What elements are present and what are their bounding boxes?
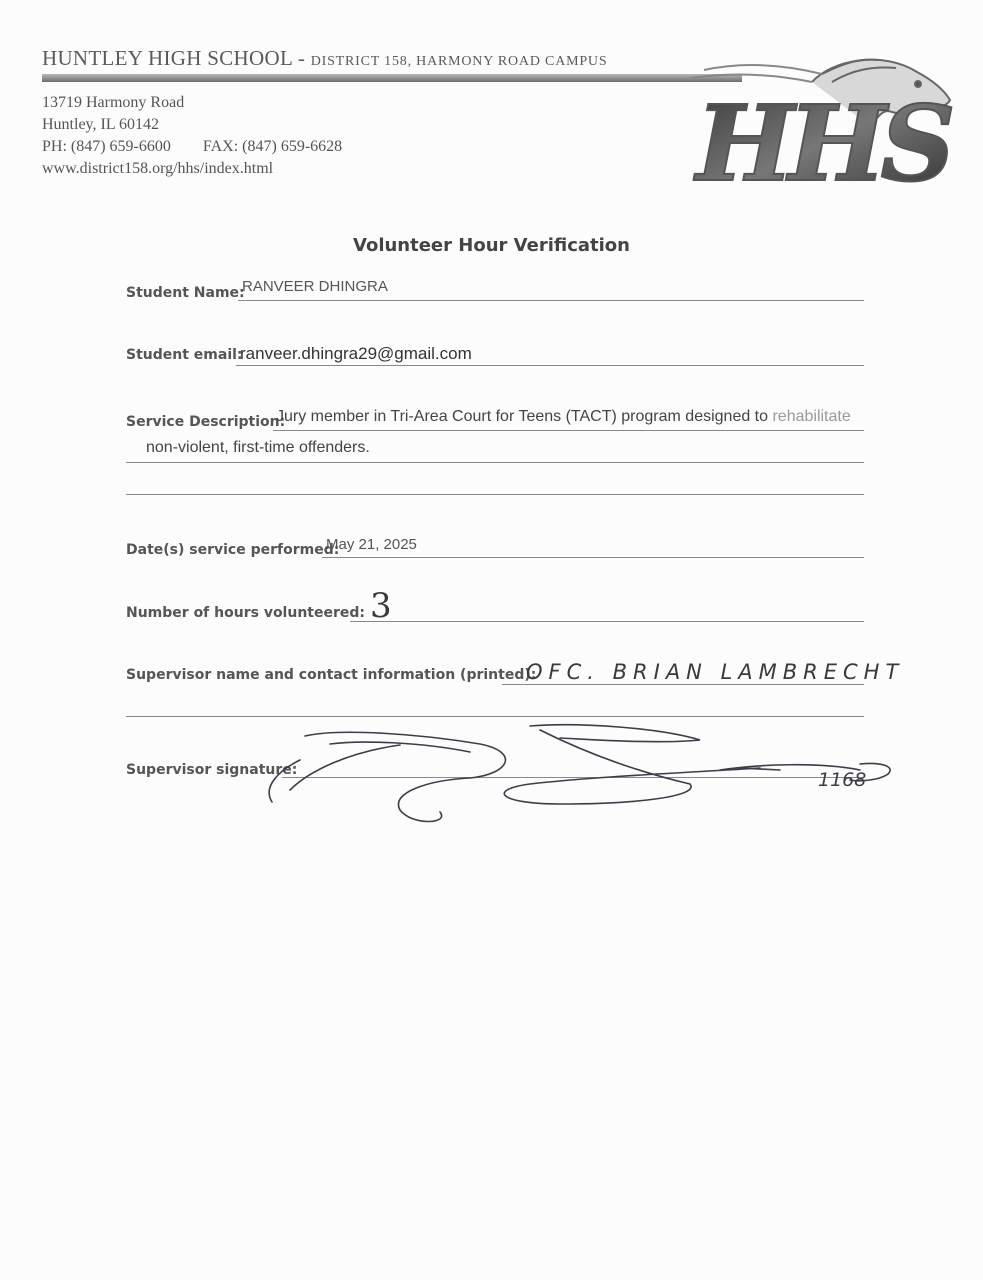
- form-title: Volunteer Hour Verification: [353, 235, 630, 256]
- hours-value: 3: [370, 586, 396, 626]
- campus-name: DISTRICT 158, HARMONY ROAD CAMPUS: [310, 54, 608, 69]
- student-email-label: Student email:: [126, 347, 243, 363]
- address-line-2: Huntley, IL 60142: [42, 116, 160, 133]
- signature-number: 1168: [818, 769, 867, 791]
- logo-text: HHS: [696, 82, 950, 205]
- hours-label: Number of hours volunteered:: [126, 605, 365, 621]
- student-name-value: RANVEER DHINGRA: [242, 278, 388, 295]
- fax-number: FAX: (847) 659-6628: [202, 138, 343, 155]
- title-separator: -: [297, 46, 306, 70]
- supervisor-name-value: OFC. BRIAN LAMBRECHT: [526, 660, 905, 684]
- website-url: www.district158.org/hhs/index.html: [42, 160, 274, 177]
- signature-label: Supervisor signature:: [126, 762, 298, 778]
- student-name-label: Student Name:: [126, 285, 245, 301]
- service-description-label: Service Description:: [126, 414, 286, 430]
- service-description-value-2: non-violent, first-time offenders.: [146, 439, 370, 456]
- dates-label: Date(s) service performed:: [126, 542, 340, 558]
- dates-value: May 21, 2025: [326, 536, 417, 553]
- address-line-1: 13719 Harmony Road: [42, 94, 185, 111]
- school-name: HUNTLEY HIGH SCHOOL: [42, 46, 293, 70]
- service-description-text-1-end: rehabilitate: [772, 408, 851, 425]
- student-email-value: ranveer.dhingra29@gmail.com: [240, 344, 472, 363]
- phone-number: PH: (847) 659-6600: [42, 138, 171, 155]
- service-description-text-1: Jury member in Tri-Area Court for Teens (TACT) program designed to: [276, 408, 773, 425]
- supervisor-label: Supervisor name and contact information (printed):: [126, 667, 537, 683]
